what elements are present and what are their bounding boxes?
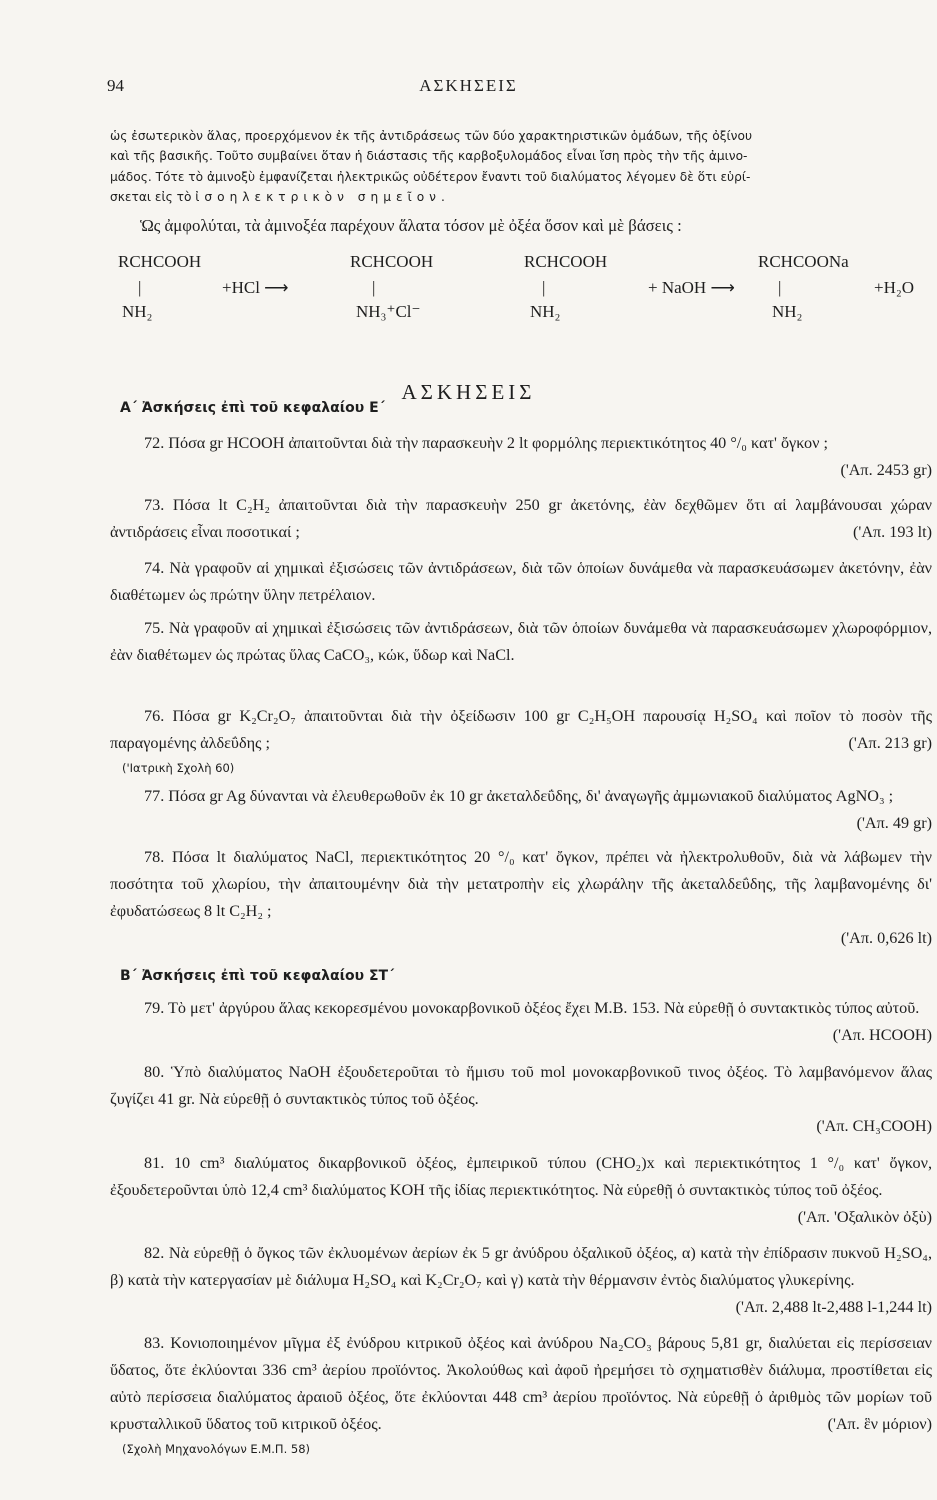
exercise-80	[110, 1059, 932, 1140]
exercise-text: 73. Πόσα lt C₂H₂ ἀπαιτοῦνται διὰ τὴν παρασκευὴν 250 gr ἀκετόνης, ἐὰν δεχθῶμεν ὅτι αἱ λαμβάνουσαι χώραν ἀντιδράσεις εἶναι ποσοτικαί ;	[110, 496, 932, 541]
exercise-text: 75. Νὰ γραφοῦν αἱ χημικαὶ ἐξισώσεις τῶν ἀντιδράσεων, διὰ τῶν ὁποίων δυνάμεθα νὰ παρασκευάσωμεν χλωροφόρμιον, ἐὰν διαθέτωμεν ὡς πρώτας ὕλας CaCO₃, κώκ, ὕδωρ καὶ NaCl.	[110, 619, 932, 664]
intro-line-prefix: σκεται εἰς τὸ	[110, 189, 192, 204]
section-title: ΑΣΚΗΣΕΙΣ	[401, 380, 536, 404]
bond-bar: |	[778, 278, 782, 297]
exercise-text: 77. Πόσα gr Ag δύνανται νὰ ἐλευθερωθοῦν ἐκ 10 gr ἀκεταλδεΰδης, δι' ἀναγωγῆς ἀμμωνιακοῦ διαλύματος AgNO₃ ;	[144, 787, 894, 805]
intro-line	[110, 187, 932, 207]
exercise-text: 78. Πόσα lt διαλύματος NaCl, περιεκτικότητος 20 °/₀ κατ' ὄγκον, πρέπει νὰ ἠλεκτρολυθοῦν, διὰ νὰ λάβωμεν τὴν ποσότητα τοῦ χλωρίου, τὴν ἀπαιτουμένην διὰ τὴν μετατροπὴν εἰς χλωράλην τῆς ἀκεταλδεΰδης, τῆς λαμβανομένης δι' ἐφυδατώσεως 8 lt C₂H₂ ;	[110, 848, 932, 920]
exercise-answer: ('Απ. HCOOH)	[832, 1026, 932, 1044]
exercise-answer: ('Απ. 2,488 lt-2,488 l-1,244 lt)	[735, 1298, 932, 1316]
intro-line: ὡς ἐσωτερικὸν ἅλας, προερχόμενον ἐκ τῆς ἀντιδράσεως τῶν δύο χαρακτηριστικῶν ὁμάδων, τῆς ὀξίνου	[110, 129, 752, 143]
page-header	[0, 76, 937, 106]
exercise-answer: ('Απ. 'Οξαλικὸν ὀξὺ)	[797, 1208, 932, 1226]
running-title: ΑΣΚΗΣΕΙΣ	[419, 76, 518, 95]
product-1-ammonium: NH₃⁺Cl⁻	[356, 302, 421, 321]
exercise-75	[110, 615, 932, 669]
page-number: 94	[107, 76, 124, 95]
exercise-answer: ('Απ. CH₃COOH)	[816, 1117, 932, 1135]
exercise-answer: ('Απ. ἓν μόριον)	[827, 1415, 932, 1433]
reactant-1-formula: RCHCOOH	[118, 252, 202, 271]
reactant-2-amine: NH₂	[530, 302, 561, 321]
subsection-b-heading: Β΄ Ἀσκήσεις ἐπὶ τοῦ κεφαλαίου ΣΤ΄	[120, 968, 395, 984]
bond-bar: |	[138, 278, 142, 297]
isoelectric-point-term: ἰσοηλεκτρικὸν σημεῖον.	[195, 189, 450, 204]
exercise-answer: ('Απ. 49 gr)	[856, 814, 932, 832]
exercise-answer: ('Απ. 193 lt)	[853, 523, 932, 541]
amphoteric-statement: Ὡς ἀμφολύται, τὰ ἀμινοξέα παρέχουν ἅλατα τόσον μὲ ὀξέα ὅσον καὶ μὲ βάσεις :	[140, 216, 682, 235]
exercise-answer: ('Απ. 0,626 lt)	[840, 929, 932, 947]
exercise-text: 82. Νὰ εὑρεθῇ ὁ ὄγκος τῶν ἐκλυομένων ἀερίων ἐκ 5 gr ἀνύδρου ὀξαλικοῦ ὀξέος, α) κατὰ τὴν ἐπίδρασιν πυκνοῦ H₂SO₄, β) κατὰ τὴν κατεργασίαν μὲ διάλυμα H₂SO₄ καὶ K₂Cr₂O₇ καὶ γ) κατὰ τὴν θέρμανσιν ἐντὸς διαλύματος γλυκερίνης.	[110, 1244, 932, 1289]
exercise-source: ('Ιατρικὴ Σχολὴ 60)	[122, 761, 235, 775]
exercise-82	[110, 1240, 932, 1321]
product-2-amine: NH₂	[772, 302, 803, 321]
exercise-text: 81. 10 cm³ διαλύματος δικαρβονικοῦ ὀξέος, ἐμπειρικοῦ τύπου (CHO₂)x καὶ περιεκτικότητος 1 °/₀ κατ' ὄγκον, ἐξουδετεροῦνται ὑπὸ 12,4 cm³ διαλύματος KOH τῆς ἰδίας περιεκτικότητος. Νὰ εὑρεθῇ ὁ συντακτικὸς τύπος τοῦ ὀξέος.	[110, 1154, 932, 1199]
exercise-78	[110, 844, 932, 952]
exercise-answer: ('Απ. 2453 gr)	[840, 461, 932, 479]
bond-bar: |	[372, 278, 376, 297]
exercise-text: 79. Τὸ μετ' ἀργύρου ἅλας κεκορεσμένου μονοκαρβονικοῦ ὀξέος ἔχει Μ.Β. 153. Νὰ εὑρεθῇ ὁ συντακτικὸς τύπος αὐτοῦ.	[144, 999, 920, 1017]
exercise-74	[110, 555, 932, 609]
product-2-formula: RCHCOONa	[758, 252, 849, 271]
exercise-72	[110, 430, 932, 484]
hcl-reagent: +HCl ⟶	[222, 278, 289, 297]
exercise-73	[110, 492, 932, 546]
exercise-text: 74. Νὰ γραφοῦν αἱ χημικαὶ ἐξισώσεις τῶν ἀντιδράσεων, διὰ τῶν ὁποίων δυνάμεθα νὰ παρασκευάσωμεν ἀκετόνην, ἐὰν διαθέτωμεν ὡς πρώτην ὕλην πετρέλαιον.	[110, 559, 932, 604]
product-1-formula: RCHCOOH	[350, 252, 434, 271]
exercise-text: 83. Κονιοποιημένον μῖγμα ἐξ ἐνύδρου κιτρικοῦ ὀξέος καὶ ἀνύδρου Na₂CO₃ βάρους 5,81 gr, διαλύεται εἰς περίσσειαν ὕδατος, ὅτε ἐκλύονται 336 cm³ ἀερίου προϊόντος. Ἀκολούθως καὶ ἀφοῦ ἠρεμήσει τὸ σχηματισθὲν διάλυμα, προστίθεται εἰς αὐτὸ περίσσεια διαλύματος ἀραιοῦ ὀξέος, ὅτε ἐκλύονται 448 cm³ ἀερίου προϊόντος. Νὰ εὑρεθῇ ὁ ἀριθμὸς τῶν μορίων τοῦ κρυσταλλικοῦ ὕδατος τοῦ κιτρικοῦ ὀξέος.	[110, 1334, 932, 1433]
exercise-answer: ('Απ. 213 gr)	[848, 734, 932, 752]
exercise-83	[110, 1330, 932, 1460]
exercise-source: (Σχολὴ Μηχανολόγων Ε.Μ.Π. 58)	[122, 1442, 311, 1456]
intro-paragraph	[110, 126, 932, 207]
exercise-text: 76. Πόσα gr K₂Cr₂O₇ ἀπαιτοῦνται διὰ τὴν ὀξείδωσιν 100 gr C₂H₅OH παρουσίᾳ H₂SO₄ καὶ ποῖον τὸ ποσὸν τῆς παραγομένης ἀλδεΰδης ;	[110, 707, 932, 752]
exercise-76	[110, 703, 932, 779]
exercise-77	[110, 783, 932, 837]
naoh-reagent: + NaOH ⟶	[648, 278, 735, 297]
intro-line: καὶ τῆς βασικῆς. Τοῦτο συμβαίνει ὅταν ἡ διάστασις τῆς καρβοξυλομάδος εἶναι ἴση πρὸς τὴν τῆς ἀμινο-	[110, 149, 748, 164]
exercise-79	[110, 995, 932, 1049]
exercise-text: 80. Ὑπὸ διαλύματος NaOH ἐξουδετεροῦται τὸ ἥμισυ τοῦ mol μονοκαρβονικοῦ τινος ὀξέος. Τὸ λαμβανόμενον ἅλας ζυγίζει 41 gr. Νὰ εὑρεθῇ ὁ συντακτικὸς τύπος τοῦ ὀξέος.	[110, 1063, 932, 1108]
bond-bar: |	[542, 278, 546, 297]
intro-line: μάδος. Τότε τὸ ἀμινοξὺ ἐμφανίζεται ἠλεκτρικῶς οὐδέτερον ἔναντι τοῦ διαλύματος λέγομεν δὲ ὅτι εὑρί-	[110, 169, 751, 184]
reactant-2-formula: RCHCOOH	[524, 252, 608, 271]
subsection-a-heading: Α΄ Ἀσκήσεις ἐπὶ τοῦ κεφαλαίου Ε΄	[120, 400, 385, 416]
reactant-1-amine: NH₂	[122, 302, 153, 321]
amino-acid-equations	[118, 252, 936, 342]
water-product: +H₂O	[874, 278, 915, 297]
exercise-text: 72. Πόσα gr HCOOH ἀπαιτοῦνται διὰ τὴν παρασκευὴν 2 lt φορμόλης περιεκτικότητος 40 °/₀ κατ' ὄγκον ;	[144, 434, 828, 452]
exercise-81	[110, 1150, 932, 1231]
